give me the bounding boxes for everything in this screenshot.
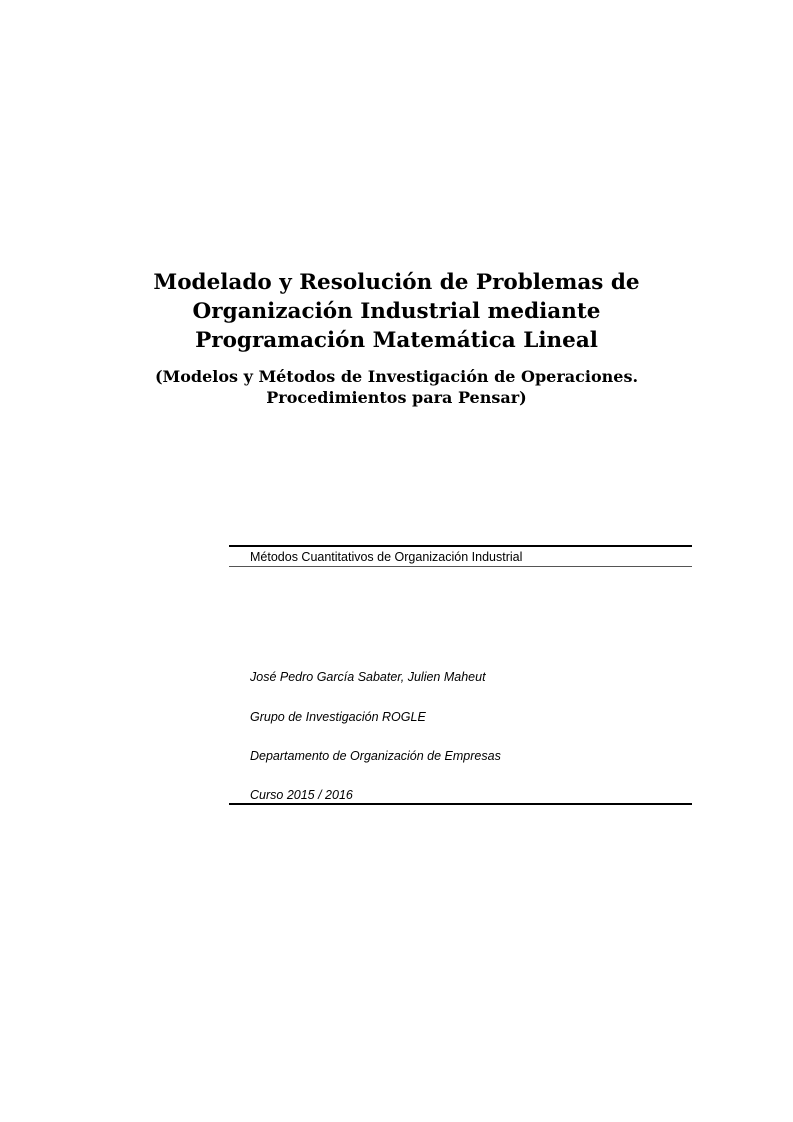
course-top-rule: [229, 545, 692, 547]
course-name: Métodos Cuantitativos de Organización Industrial: [250, 550, 523, 564]
document-subtitle: [0, 366, 793, 408]
document-title: [0, 268, 793, 355]
academic-year: Curso 2015 / 2016: [250, 788, 353, 802]
research-group: Grupo de Investigación ROGLE: [250, 710, 426, 724]
department: Departamento de Organización de Empresas: [250, 749, 501, 763]
subtitle-line-2: Procedimientos para Pensar): [266, 388, 527, 407]
info-bottom-rule: [229, 803, 692, 805]
subtitle-line-1: (Modelos y Métodos de Investigación de Operaciones.: [154, 367, 639, 386]
authors: José Pedro García Sabater, Julien Maheut: [250, 670, 486, 684]
title-line-1: Modelado y Resolución de Problemas de: [153, 270, 640, 295]
course-bottom-rule: [229, 566, 692, 567]
title-line-2: Organización Industrial mediante: [192, 299, 601, 324]
title-line-3: Programación Matemática Lineal: [195, 328, 598, 353]
